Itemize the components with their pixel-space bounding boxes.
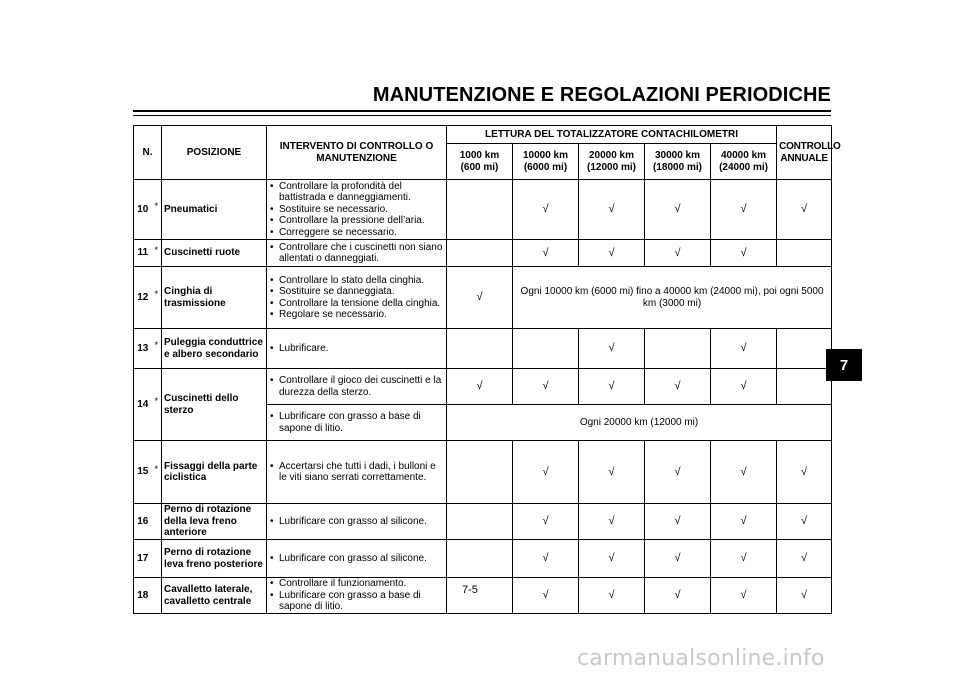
interval-km: 40000 km (721, 150, 767, 161)
row-position: Cuscinetti ruote (162, 240, 267, 267)
chapter-tab: 7 (826, 349, 862, 381)
row-actions (267, 578, 447, 614)
check-cell: √ (645, 504, 711, 540)
row-number: 12 (134, 267, 152, 329)
check-cell: √ (777, 504, 832, 540)
check-cell: √ (645, 240, 711, 267)
row-star (152, 441, 162, 504)
interval-mi: (24000 mi) (719, 161, 768, 173)
action-item: • Sostituire se danneggiata. (269, 286, 444, 298)
row-position: Fissaggi della parte ciclistica (162, 441, 267, 504)
action-item: • Controllare la tensione della cinghia. (269, 298, 444, 310)
row-number: 11 (134, 240, 152, 267)
check-cell: √ (645, 369, 711, 405)
check-cell: √ (579, 540, 645, 578)
check-cell: √ (513, 369, 579, 405)
action-item: • Lubrificare. (269, 343, 444, 355)
interval-km: 20000 km (588, 150, 635, 161)
header-annual-check: CONTROLLO ANNUALE (777, 126, 832, 180)
table-row (134, 240, 832, 267)
check-cell: √ (447, 267, 513, 329)
check-cell: √ (711, 240, 777, 267)
table-row (134, 180, 832, 240)
row-position: Puleggia conduttrice e albero secondario (162, 329, 267, 369)
row-position: Perno di rotazione leva freno posteriore (162, 540, 267, 578)
check-cell: √ (711, 369, 777, 405)
header-intervention: INTERVENTO DI CONTROLLO O MANUTENZIONE (267, 126, 447, 180)
action-item: • Sostituire se necessario. (269, 204, 444, 216)
action-item: • Lubrificare con grasso a base di sapone di litio. (269, 590, 444, 613)
row-actions (267, 540, 447, 578)
check-cell: √ (447, 369, 513, 405)
row-actions (267, 369, 447, 405)
row-actions (267, 240, 447, 267)
check-cell (513, 329, 579, 369)
row-position: Cuscinetti dello sterzo (162, 369, 267, 441)
interval-note: Ogni 10000 km (6000 mi) fino a 40000 km (24000 mi), poi ogni 5000 km (3000 mi) (513, 267, 832, 329)
header-interval-1 (513, 144, 579, 180)
check-cell: √ (513, 180, 579, 240)
check-cell: √ (777, 540, 832, 578)
action-item: • Controllare la profondità del battistrada e danneggiamenti. (269, 181, 444, 204)
interval-mi: (6000 mi) (523, 161, 568, 173)
action-item: • Controllare il funzionamento. (269, 578, 444, 590)
title-rule-thick (133, 110, 831, 112)
row-actions (267, 504, 447, 540)
action-item: • Accertarsi che tutti i dadi, i bulloni e le viti siano serrati correttamente. (269, 461, 444, 484)
header-odometer: LETTURA DEL TOTALIZZATORE CONTACHILOMETRI (447, 126, 777, 144)
check-cell: √ (645, 180, 711, 240)
row-position: Cavalletto laterale, cavalletto centrale (162, 578, 267, 614)
interval-mi: (12000 mi) (587, 161, 636, 173)
row-star (152, 267, 162, 329)
watermark: carmanualsonline.info (577, 646, 825, 671)
row-number: 15 (134, 441, 152, 504)
row-actions (267, 441, 447, 504)
check-cell: √ (513, 578, 579, 614)
interval-km: 30000 km (654, 150, 701, 161)
row-position: Perno di rotazione della leva freno anteriore (162, 504, 267, 540)
check-cell: √ (711, 504, 777, 540)
row-star (152, 369, 162, 441)
row-number: 10 (134, 180, 152, 240)
header-n: N. (134, 126, 162, 180)
row-position: Pneumatici (162, 180, 267, 240)
check-cell (447, 329, 513, 369)
maintenance-table (133, 125, 841, 614)
check-cell: √ (777, 180, 832, 240)
action-item: • Lubrificare con grasso al silicone. (269, 553, 444, 565)
check-cell (447, 578, 513, 614)
check-cell: √ (777, 578, 832, 614)
check-cell: √ (645, 441, 711, 504)
check-cell: √ (579, 329, 645, 369)
row-number: 18 (134, 578, 152, 614)
row-actions (267, 329, 447, 369)
interval-mi: (18000 mi) (653, 161, 702, 173)
check-cell: √ (579, 441, 645, 504)
header-interval-0 (447, 144, 513, 180)
check-cell (777, 329, 832, 369)
check-cell (447, 240, 513, 267)
check-cell: √ (579, 504, 645, 540)
interval-note: Ogni 20000 km (12000 mi) (447, 405, 832, 441)
check-cell: √ (513, 504, 579, 540)
check-cell: √ (711, 540, 777, 578)
action-item: • Controllare lo stato della cinghia. (269, 275, 444, 287)
star-marker: * (154, 340, 158, 351)
header-position: POSIZIONE (162, 126, 267, 180)
header-interval-4 (711, 144, 777, 180)
table-row (134, 441, 832, 504)
check-cell: √ (513, 240, 579, 267)
table-row (134, 369, 832, 405)
header-interval-3 (645, 144, 711, 180)
check-cell: √ (711, 180, 777, 240)
row-actions (267, 405, 447, 441)
check-cell (447, 540, 513, 578)
check-cell: √ (513, 540, 579, 578)
check-cell (447, 180, 513, 240)
star-marker: * (154, 201, 158, 212)
row-number: 13 (134, 329, 152, 369)
row-star (152, 504, 162, 540)
check-cell: √ (579, 180, 645, 240)
star-marker: * (154, 396, 158, 407)
check-cell: √ (645, 578, 711, 614)
row-position: Cinghia di trasmissione (162, 267, 267, 329)
page-number: 7-5 (462, 584, 478, 596)
check-cell: √ (711, 441, 777, 504)
action-item: • Lubrificare con grasso a base di sapone di litio. (269, 411, 444, 434)
interval-km: 10000 km (522, 150, 569, 161)
row-actions (267, 267, 447, 329)
check-cell: √ (579, 240, 645, 267)
check-cell: √ (579, 578, 645, 614)
action-item: • Controllare il gioco dei cuscinetti e la durezza della sterzo. (269, 375, 444, 398)
table-row (134, 329, 832, 369)
check-cell: √ (777, 441, 832, 504)
row-number: 14 (134, 369, 152, 441)
row-star (152, 240, 162, 267)
table-row (134, 540, 832, 578)
check-cell (777, 240, 832, 267)
action-item: • Controllare la pressione dell’aria. (269, 215, 444, 227)
star-marker: * (154, 463, 158, 474)
row-actions (267, 180, 447, 240)
star-marker: * (154, 244, 158, 255)
row-number: 17 (134, 540, 152, 578)
row-number: 16 (134, 504, 152, 540)
check-cell (447, 504, 513, 540)
interval-km: 1000 km (459, 150, 500, 161)
action-item: • Correggere se necessario. (269, 227, 444, 239)
header-interval-2 (579, 144, 645, 180)
row-star (152, 540, 162, 578)
check-cell: √ (711, 329, 777, 369)
table-row (134, 578, 832, 614)
check-cell: √ (513, 441, 579, 504)
action-item: • Controllare che i cuscinetti non siano allentati o danneggiati. (269, 242, 444, 265)
row-star (152, 180, 162, 240)
star-marker: * (154, 289, 158, 300)
check-cell (645, 329, 711, 369)
row-star (152, 578, 162, 614)
check-cell (777, 369, 832, 405)
table-row (134, 267, 832, 329)
check-cell (447, 441, 513, 504)
row-star (152, 329, 162, 369)
action-item: • Lubrificare con grasso al silicone. (269, 516, 444, 528)
table-row (134, 504, 832, 540)
title-rule-thin (133, 115, 831, 116)
check-cell: √ (645, 540, 711, 578)
interval-mi: (600 mi) (460, 161, 499, 173)
check-cell: √ (711, 578, 777, 614)
check-cell: √ (579, 369, 645, 405)
action-item: • Regolare se necessario. (269, 309, 444, 321)
page-title: MANUTENZIONE E REGOLAZIONI PERIODICHE (372, 84, 831, 106)
